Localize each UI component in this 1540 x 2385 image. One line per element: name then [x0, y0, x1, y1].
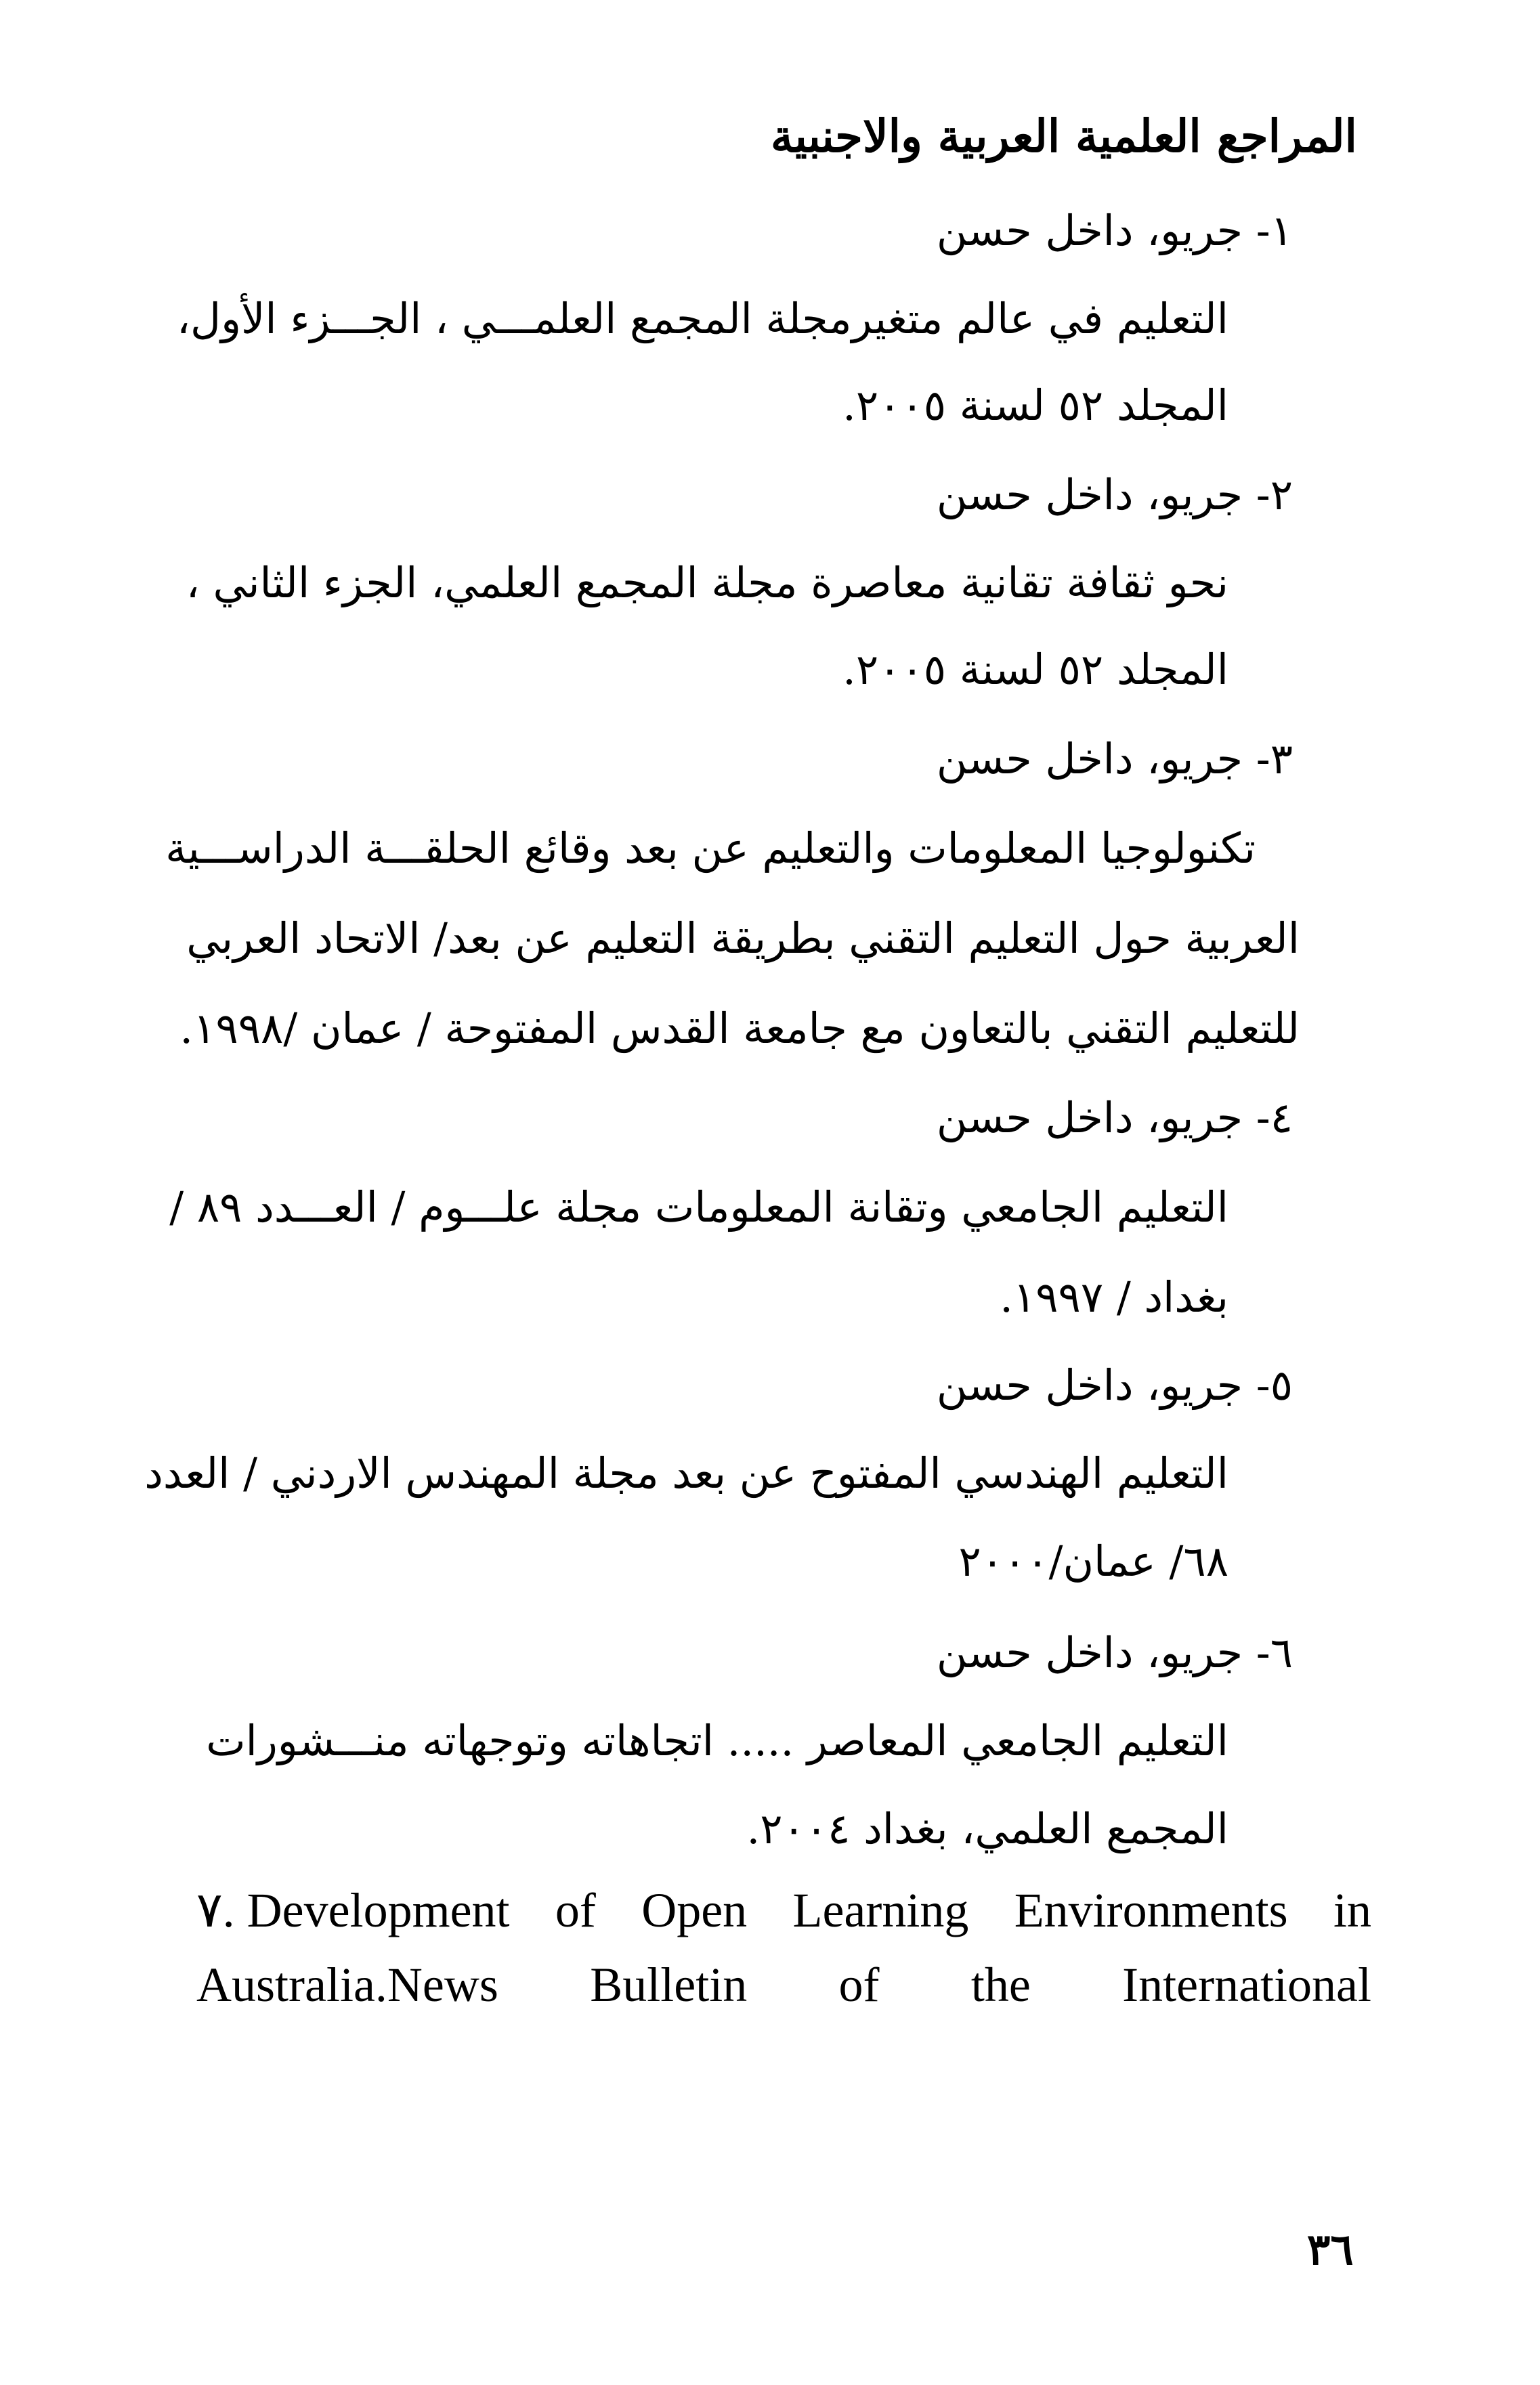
english-word: Environments: [1014, 1883, 1288, 1937]
reference-author: ٤- جريو، داخل حسن: [936, 1093, 1293, 1142]
english-reference-line: [196, 1958, 1371, 2012]
page-number: ٣٦: [1307, 2225, 1354, 2275]
reference-text-line: المجمع العلمي، بغداد ٢٠٠٤.: [746, 1804, 1228, 1853]
reference-text-line: المجلد ٥٢ لسنة ٢٠٠٥.: [842, 645, 1228, 694]
english-word: Bulletin: [590, 1958, 748, 2012]
reference-text-line: بغداد / ١٩٩٧.: [1000, 1272, 1228, 1322]
english-word: Open: [641, 1883, 748, 1937]
english-word: ٧. Development: [196, 1883, 510, 1937]
reference-author: ٣- جريو، داخل حسن: [936, 734, 1293, 783]
references-heading: المراجع العلمية العربية والاجنبية: [771, 110, 1357, 163]
english-word: of: [838, 1958, 880, 2012]
english-reference-line: [196, 1883, 1371, 1937]
reference-text-line: التعليم الجامعي المعاصر ..... اتجاهاته وتوجهاته منـــشورات: [206, 1716, 1228, 1765]
english-word: the: [970, 1958, 1031, 2012]
english-word: Australia.News: [196, 1958, 498, 2012]
reference-text-line: العربية حول التعليم التقني بطريقة التعليم عن بعد/ الاتحاد العربي: [186, 914, 1300, 963]
reference-author: ٢- جريو، داخل حسن: [936, 470, 1293, 519]
english-word: of: [555, 1883, 596, 1937]
reference-text-line: نحو ثقافة تقانية معاصرة مجلة المجمع العلمي، الجزء الثاني ،: [186, 558, 1228, 607]
reference-text-line: التعليم في عالم متغيرمجلة المجمع العلمـــي ، الجـــزء الأول،: [177, 294, 1228, 343]
reference-text-line: ٦٨/ عمان/٢٠٠٠: [958, 1537, 1228, 1586]
reference-text-line: للتعليم التقني بالتعاون مع جامعة القدس المفتوحة / عمان /١٩٩٨.: [179, 1004, 1300, 1053]
reference-text-line: التعليم الهندسي المفتوح عن بعد مجلة المهندس الاردني / العدد: [144, 1448, 1228, 1498]
reference-author: ١- جريو، داخل حسن: [936, 206, 1293, 255]
reference-text-line: تكنولوجيا المعلومات والتعليم عن بعد وقائع الحلقـــة الدراســـية: [165, 823, 1256, 873]
reference-text-line: المجلد ٥٢ لسنة ٢٠٠٥.: [842, 381, 1228, 430]
reference-author: ٥- جريو، داخل حسن: [936, 1360, 1293, 1410]
english-word: International: [1122, 1958, 1371, 2012]
english-word: in: [1333, 1883, 1371, 1937]
english-word: Learning: [792, 1883, 969, 1937]
reference-text-line: التعليم الجامعي وتقانة المعلومات مجلة علـــوم / العـــدد ٨٩ /: [169, 1182, 1228, 1232]
reference-author: ٦- جريو، داخل حسن: [936, 1628, 1293, 1677]
